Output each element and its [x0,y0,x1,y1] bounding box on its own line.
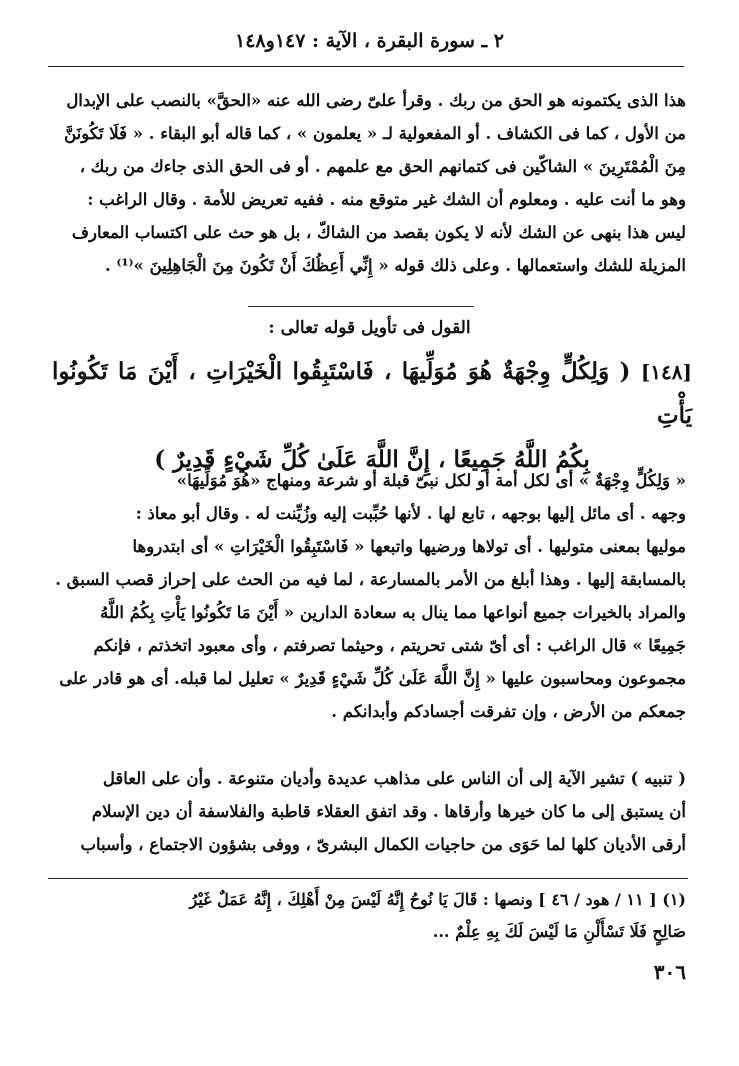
text-line: أن يستبق إلى ما كان خيرها وأرقاها . وقد اتفق العقلاء قاطبة والفلاسفة أن دين الإسلام [91,802,686,821]
text-line: مجموعون ومحاسبون عليها « إِنَّ اللَّهَ عَلَىٰ كُلِّ شَيْءٍ قَدِيرٌ » تعليل لما قبله. أى هو قادر على [59,669,686,688]
text-line: هذا الذى يكتمونه هو الحق من ربك . وقرأ علىّ رضى الله عنه «الحقَّ» بالنصب على الإبدال [66,91,686,110]
section-heading: القول فى تأويل قوله تعالى : [268,318,471,338]
footnote-line: (١) [ ١١ / هود / ٤٦ ] ونصها : قَالَ يَا نُوحُ إِنَّهُ لَيْسَ مِنْ أَهْلِكَ ، إِنَّهُ عَمَلٌ غَيْرُ [189,890,686,909]
text-line: ( تنبيه ) تشير الآية إلى أن الناس على مذاهب عديدة وأديان متنوعة . وأن على العاقل [102,769,686,788]
footnote-line: صَالِحٍ فَلَا تَسْأَلْنِ مَا لَيْسَ لَكَ بِهِ عِلْمٌ ... [432,922,686,941]
verse-number: [١٤٨] [640,360,692,384]
text-line: أرقى الأديان كلها لما حَوَى من حاجيات الكمال البشرىّ ، ووفى بشؤون الاجتماع ، وأسباب [80,835,686,854]
verse-text-end: بِكُمُ اللَّهُ جَمِيعًا ، إِنَّ اللَّهَ عَلَىٰ كُلِّ شَيْءٍ قَدِيرٌ ) [154,446,590,473]
commentary-paragraph [52,464,686,728]
text-line: جَمِيعًا » قال الراغب : أى أىّ شتى تحريتم ، وحيثما تصرفتم ، وأى معبود اتخذتم ، فإنكم [93,636,686,655]
note-paragraph [52,762,686,861]
running-head: ٢ ـ سورة البقرة ، الآية : ١٤٧و١٤٨ [235,30,504,52]
page-number: ٣٠٦ [653,960,686,984]
text-line: مِنَ الْمُمْتَرِينَ » الشاكّين فى كتمانهم الحق مع علمهم . أو فى الحق الذى جاءك من ربك ، [79,157,686,176]
text-line: وجهه . أى مائل إليها بوجهه ، تابع لها . لأنها حُبِّبت إليه وزُيِّنت له . وقال أبو معاذ : [135,504,686,523]
text-line: « وَلِكُلٍّ وِجْهَةٌ » أى لكل أمة أو لكل نبىّ قبلة أو شرعة ومنهاج «هُوَ مُوَلِّيهَا» [176,471,686,490]
text-line: موليها بمعنى متوليها . أى تولاها ورضيها واتبعها « فَاسْتَبِقُوا الْخَيْرَاتِ » أى ابتدروها [132,537,686,556]
text-line: ليس هذا بنهى عن الشك لأنه لا يكون بقصد من الشاكّ ، بل هو حث على اكتساب المعارف [71,223,686,242]
intro-paragraph [52,84,686,282]
text-line: بالمسابقة إليها . وهذا أبلغ من الأمر بالمسارعة ، لما فيه من الحث على إحراز قصب السبق . [55,570,686,589]
section-rule [248,306,474,307]
text-line: جمعكم من الأرض ، وإن تفرقت أجسادكم وأبدانكم . [331,702,686,721]
text-line: والمراد بالخيرات جميع أنواعها مما ينال به سعادة الدارين « أَيْنَ مَا تَكُونُوا يَأْتِ بِكُمُ اللَّهُ [100,603,686,622]
text-line: من الأول ، كما فى الكشاف . أو المفعولية لـ « يعلمون » ، كما قاله أبو البقاء . « فَلَا تَكُونَنَّ [64,124,686,143]
footnote [52,884,686,948]
quran-verse [52,350,692,482]
header-rule [48,66,684,67]
verse-text: ( وَلِكُلٍّ وِجْهَةٌ هُوَ مُوَلِّيهَا ، فَاسْتَبِقُوا الْخَيْرَاتِ ، أَيْنَ مَا تَكُونُوا يَأْتِ [52,358,692,429]
footnote-rule [48,878,688,879]
text-line: المزيلة للشك واستعمالها . وعلى ذلك قوله « إِنِّي أَعِظُكَ أَنْ تَكُونَ مِنَ الْجَاهِلِينَ »⁽¹⁾ . [105,256,686,275]
text-line: وهو ما أنت عليه . ومعلوم أن الشك غير متوقع منه . ففيه تعريض للأمة . وقال الراغب : [87,190,686,209]
